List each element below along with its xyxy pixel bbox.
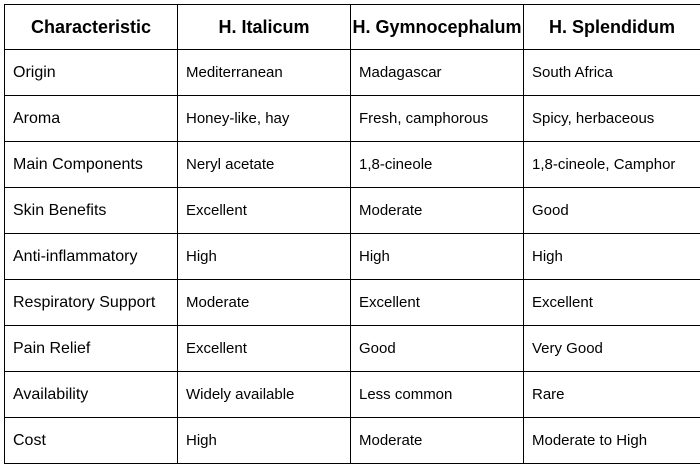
row-label: Main Components [5,142,178,188]
comparison-table [4,4,700,464]
table-cell: Widely available [178,372,351,418]
table-cell: High [178,234,351,280]
table-cell: Excellent [178,326,351,372]
table-cell: South Africa [524,50,700,96]
table-row [5,326,700,372]
table-cell: Excellent [178,188,351,234]
table-row [5,142,700,188]
table-cell: High [178,418,351,464]
table-cell: Moderate [178,280,351,326]
row-label: Availability [5,372,178,418]
header-h-italicum: H. Italicum [178,5,351,50]
table-cell: High [524,234,700,280]
row-label: Skin Benefits [5,188,178,234]
table-row [5,96,700,142]
row-label: Respiratory Support [5,280,178,326]
table-cell: Mediterranean [178,50,351,96]
table-cell: Good [351,326,524,372]
table-cell: 1,8-cineole [351,142,524,188]
table-cell: Very Good [524,326,700,372]
table-row [5,372,700,418]
table-row [5,188,700,234]
table-cell: 1,8-cineole, Camphor [524,142,700,188]
table-cell: Excellent [524,280,700,326]
table-row [5,418,700,464]
table-cell: Honey-like, hay [178,96,351,142]
row-label: Origin [5,50,178,96]
table-row [5,234,700,280]
row-label: Anti-inflammatory [5,234,178,280]
table-cell: Moderate [351,188,524,234]
table-cell: Moderate to High [524,418,700,464]
table-cell: Spicy, herbaceous [524,96,700,142]
table-cell: Fresh, camphorous [351,96,524,142]
table-cell: Less common [351,372,524,418]
row-label: Cost [5,418,178,464]
row-label: Aroma [5,96,178,142]
header-row [5,5,700,50]
table-cell: Good [524,188,700,234]
table-row [5,50,700,96]
row-label: Pain Relief [5,326,178,372]
table-cell: Rare [524,372,700,418]
header-characteristic: Characteristic [5,5,178,50]
table-row [5,280,700,326]
header-h-gymnocephalum: H. Gymnocephalum [351,5,524,50]
table-cell: Excellent [351,280,524,326]
table-cell: Moderate [351,418,524,464]
header-h-splendidum: H. Splendidum [524,5,700,50]
table-cell: Neryl acetate [178,142,351,188]
table-cell: Madagascar [351,50,524,96]
table-cell: High [351,234,524,280]
